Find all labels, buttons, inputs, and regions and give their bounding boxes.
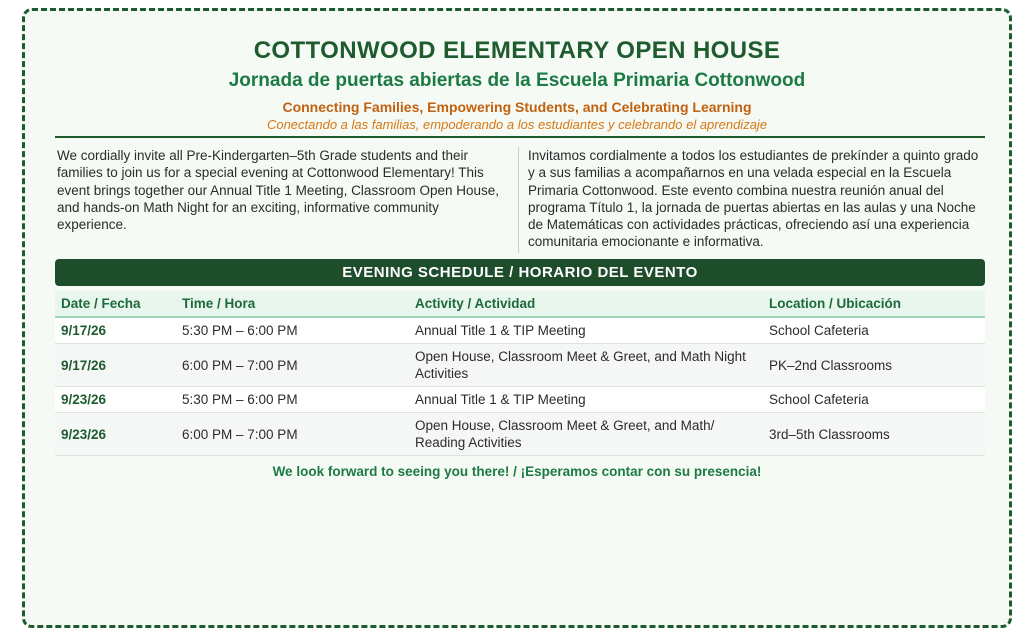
row-location: School Cafeteria <box>763 387 985 413</box>
table-header-row <box>55 291 985 317</box>
intro-spanish: Invitamos cordialmente a todos los estudiantes de prekínder a quinto grado y a sus familias a acompañarnos en una velada especial en la Escuela Primaria Cottonwood. Este evento combina nuestra reunión anual del programa Título 1, la jornada de puertas abiertas en las aulas y una Noche de Matemáticas con actividades prácticas, ofreciendo así una experiencia comunitaria emocionante e informativa. <box>528 148 979 250</box>
tagline-spanish: Conectando a las familias, empoderando a los estudiantes y celebrando el aprendizaje <box>266 117 768 132</box>
row-activity: Annual Title 1 & TIP Meeting <box>409 317 763 344</box>
row-date: 9/17/26 <box>55 344 176 387</box>
column-header-location: Location / Ubicación <box>763 291 985 317</box>
tagline: Connecting Families, Empowering Students, and Celebrating Learning <box>282 99 752 115</box>
column-header-date: Date / Fecha <box>55 291 176 317</box>
flyer <box>22 8 1012 628</box>
row-time: 6:00 PM – 7:00 PM <box>176 413 409 456</box>
table-row <box>55 317 985 344</box>
table-row <box>55 413 985 456</box>
closing-message: We look forward to seeing you there! / ¡Esperamos contar con su presencia! <box>272 464 762 479</box>
row-activity: Open House, Classroom Meet & Greet, and Math Night Activities <box>409 344 763 387</box>
row-activity: Annual Title 1 & TIP Meeting <box>409 387 763 413</box>
intro-english: We cordially invite all Pre-Kindergarten–5th Grade students and their families to join us for a special evening at Cottonwood Elementary! This event brings together our Annual Title 1 Meeting, Classroom Open House, and hands-on Math Night for an exciting, informative community experience. <box>57 148 499 233</box>
column-header-activity: Activity / Actividad <box>409 291 763 317</box>
schedule-heading: EVENING SCHEDULE / HORARIO DEL EVENTO <box>55 259 985 286</box>
row-activity: Open House, Classroom Meet & Greet, and Math/ Reading Activities <box>409 413 763 456</box>
row-location: PK–2nd Classrooms <box>763 344 985 387</box>
row-time: 5:30 PM – 6:00 PM <box>176 387 409 413</box>
row-date: 9/17/26 <box>55 317 176 344</box>
row-date: 9/23/26 <box>55 387 176 413</box>
page-title: COTTONWOOD ELEMENTARY OPEN HOUSE <box>253 37 781 64</box>
schedule-table <box>55 291 985 456</box>
table-row <box>55 344 985 387</box>
column-header-time: Time / Hora <box>176 291 409 317</box>
row-time: 5:30 PM – 6:00 PM <box>176 317 409 344</box>
row-location: School Cafeteria <box>763 317 985 344</box>
page-subtitle-spanish: Jornada de puertas abiertas de la Escuela Primaria Cottonwood <box>228 70 806 91</box>
row-location: 3rd–5th Classrooms <box>763 413 985 456</box>
header-divider <box>55 136 985 138</box>
table-row <box>55 387 985 413</box>
row-date: 9/23/26 <box>55 413 176 456</box>
row-time: 6:00 PM – 7:00 PM <box>176 344 409 387</box>
intro-column-divider <box>518 147 519 253</box>
